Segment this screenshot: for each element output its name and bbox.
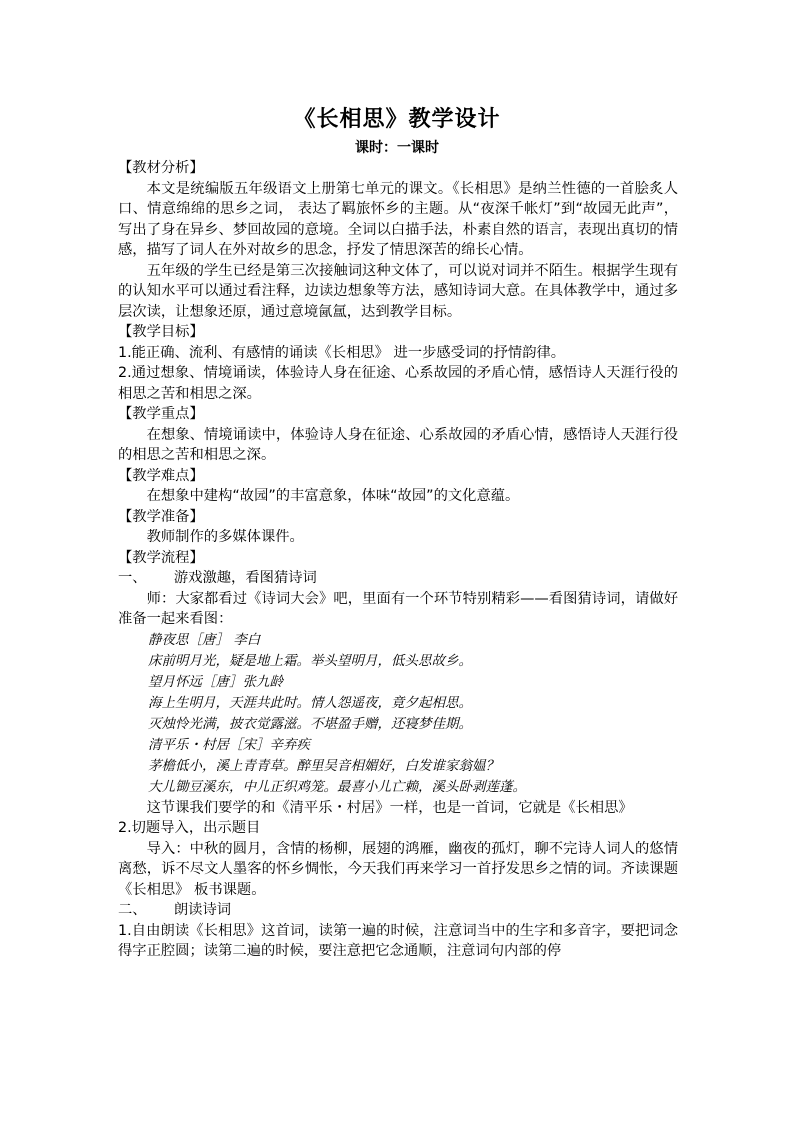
goal-item-1: 1.能正确、流利、有感情的诵读《长相思》 进一步感受词的抒情韵律。: [118, 344, 566, 361]
section-heading-process: 【教学流程】: [118, 549, 204, 566]
analysis-paragraph-1: 本文是统编版五年级语文上册第七单元的课文。《长相思》是纳兰性德的一首脍炙人口、情意绵绵的思乡之词， 表达了羁旅怀乡的主题。从“夜深千帐灯”到“故园无此声”，写出了身在异乡、梦回故园的意境。全词以白描手法，朴素自然的语言，表现出真切的情感，描写了词人在外对故乡的思念，抒发了情思深苦的绵长心情。: [118, 180, 678, 258]
process-paragraph-3: 导入：中秋的圆月，含情的杨柳，展翅的鸿雁，幽夜的孤灯，聊不完诗人词人的悠情离愁，诉不尽文人墨客的怀乡惆怅，今天我们再来学习一首抒发思乡之情的词。齐读课题《长相思》 板书课题。: [118, 840, 678, 898]
difficulties-paragraph: 在想象中建构“故园”的丰富意象，体味“故园”的文化意蕴。: [146, 488, 520, 504]
analysis-paragraph-2: 五年级的学生已经是第三次接触词这种文体了，可以说对词并不陌生。根据学生现有的认知水平可以通过看注释，边读边想象等方法，感知诗词大意。在具体教学中，通过多层次读，让想象还原，通过意境氤氲，达到教学目标。: [118, 262, 678, 320]
process-step-2: 2.切题导入，出示题目: [118, 820, 261, 836]
poem-line: 清平乐・村居［宋］辛弃疾: [148, 736, 310, 753]
preparation-paragraph: 教师制作的多媒体课件。: [146, 529, 304, 545]
key-points-paragraph: 在想象、情境诵读中，体验诗人身在征途、心系故园的矛盾心情，感悟诗人天涯行役的相思之苦和相思之深。: [118, 426, 678, 463]
poem-line: 静夜思［唐］ 李白: [148, 631, 261, 648]
section-heading-difficulties: 【教学难点】: [118, 467, 204, 484]
document-title: 《长相思》教学设计: [293, 107, 501, 132]
poem-line: 茅檐低小，溪上青青草。醉里吴音相媚好，白发谁家翁媪？: [148, 757, 499, 774]
section-heading-key-points: 【教学重点】: [118, 406, 204, 422]
poem-line: 海上生明月，天涯共此时。情人怨遥夜，竟夕起相思。: [148, 694, 472, 711]
process-paragraph-2: 这节课我们要学的和《清平乐・村居》一样，也是一首词，它就是《长相思》: [146, 799, 633, 816]
section-heading-goals: 【教学目标】: [118, 324, 204, 340]
poem-line: 床前明月光，疑是地上霜。举头望明月，低头思故乡。: [148, 652, 472, 669]
process-step-1: 一、 游戏激趣，看图猜诗词: [118, 570, 317, 586]
goal-item-2: 2.通过想象、情境诵读，体验诗人身在征途、心系故园的矛盾心情，感悟诗人天涯行役的相思之苦和相思之深。: [118, 365, 678, 402]
document-body: [118, 158, 678, 962]
poem-line: 望月怀远［唐］张九龄: [148, 673, 283, 690]
process-paragraph-4: 1.自由朗读《长相思》这首词，读第一遍的时候，注意词当中的生字和多音字，要把词念得字正腔圆；读第二遍的时候，要注意把它念通顺，注意词句内部的停: [118, 922, 678, 959]
poem-line: 大儿锄豆溪东，中儿正织鸡笼。最喜小儿亡赖，溪头卧剥莲蓬。: [148, 778, 526, 795]
document-subtitle: 课时：一课时: [355, 140, 439, 156]
process-paragraph-1: 师：大家都看过《诗词大会》吧，里面有一个环节特别精彩——看图猜诗词，请做好准备一起来看图：: [118, 590, 678, 627]
section-heading-analysis: 【教材分析】: [118, 160, 204, 176]
section-heading-preparation: 【教学准备】: [118, 508, 204, 525]
poem-line: 灭烛怜光满，披衣觉露滋。不堪盈手赠，还寝梦佳期。: [148, 715, 472, 732]
process-step-3: 二、 朗读诗词: [118, 902, 232, 918]
